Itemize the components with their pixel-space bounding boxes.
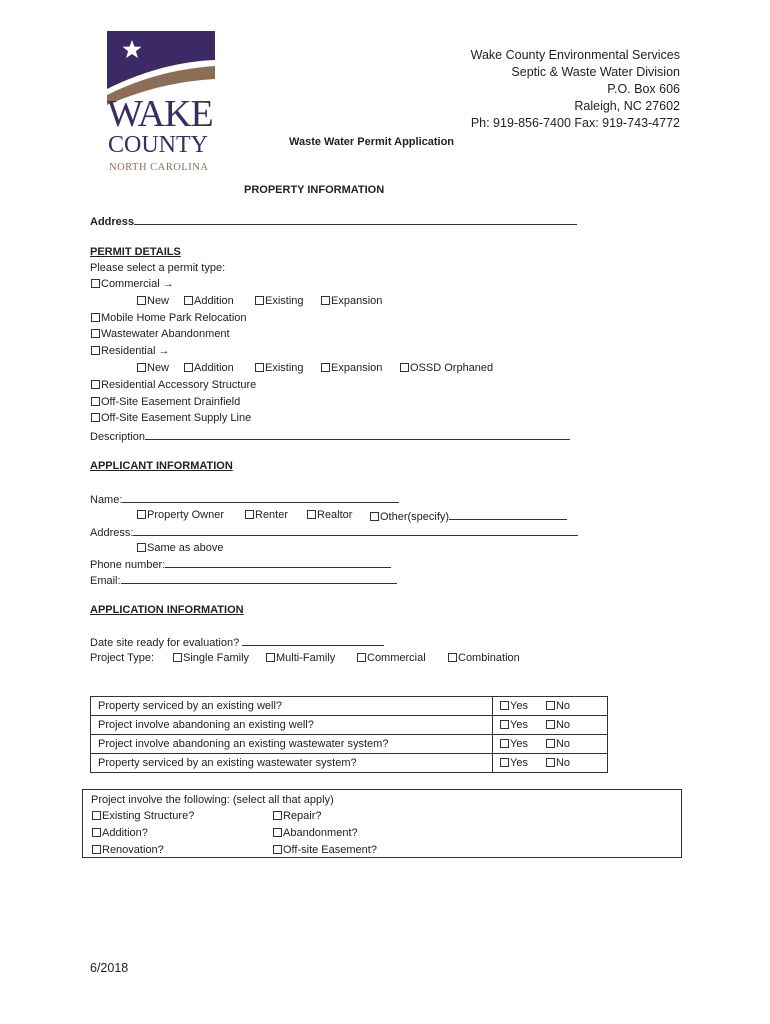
yes-option[interactable] [500, 719, 528, 731]
commercial-sub-existing[interactable] [255, 294, 304, 308]
option-label: OSSD Orphaned [410, 362, 494, 374]
yes-no-questions-table [90, 696, 608, 773]
option-label: Multi-Family [276, 652, 336, 664]
org-phone-fax: Ph: 919-856-7400 Fax: 919-743-4772 [470, 116, 680, 130]
application-heading: APPLICATION INFORMATION [90, 604, 244, 616]
option-label: Mobile Home Park Relocation [101, 312, 247, 324]
involve-heading: Project involve the following: (select all that apply) [91, 794, 334, 806]
question-text: Property serviced by an existing wastewater system? [91, 754, 493, 773]
checkbox[interactable] [91, 313, 100, 322]
checkbox[interactable] [546, 720, 555, 729]
form-title: Waste Water Permit Application [289, 136, 455, 148]
permit-wastewater-abandonment[interactable] [91, 327, 230, 341]
type-multi-family[interactable] [266, 651, 335, 665]
checkbox[interactable] [255, 363, 264, 372]
name-field[interactable] [122, 491, 399, 503]
checkbox[interactable] [500, 758, 509, 767]
permit-mobile-home[interactable] [91, 311, 247, 325]
no-label: No [555, 719, 571, 731]
checkbox[interactable] [500, 701, 509, 710]
involve-renovation[interactable] [92, 843, 164, 857]
role-property-owner[interactable] [137, 508, 224, 522]
permit-prompt: Please select a permit type: [90, 262, 226, 274]
checkbox[interactable] [91, 397, 100, 406]
property-address-label: Address [90, 216, 135, 228]
option-label: Repair? [283, 810, 322, 822]
yes-label: Yes [510, 757, 528, 769]
checkbox[interactable] [546, 701, 555, 710]
option-label: Combination [458, 652, 520, 664]
checkbox[interactable] [273, 811, 282, 820]
property-heading: PROPERTY INFORMATION [244, 184, 385, 196]
logo-wordmark-nc: NORTH CAROLINA [109, 162, 209, 173]
applicant-name-row [90, 491, 399, 507]
option-label: Single Family [183, 652, 250, 664]
checkbox[interactable] [184, 296, 193, 305]
type-commercial[interactable] [357, 651, 426, 665]
table-row [91, 754, 608, 773]
role-renter[interactable] [245, 508, 288, 522]
residential-sub-existing[interactable] [255, 361, 304, 375]
applicant-address-row [90, 524, 578, 540]
option-label: Off-Site Easement Drainfield [101, 396, 241, 408]
option-label: Same as above [147, 542, 224, 554]
option-label: Expansion [331, 362, 383, 374]
description-field[interactable] [145, 428, 570, 440]
type-single-family[interactable] [173, 651, 249, 665]
checkbox[interactable] [266, 653, 275, 662]
option-label: Addition [194, 362, 234, 374]
org-division: Septic & Waste Water Division [511, 65, 680, 79]
checkbox[interactable] [91, 346, 100, 355]
no-label: No [555, 700, 571, 712]
option-label: Commercial [367, 652, 426, 664]
checkbox[interactable] [500, 739, 509, 748]
yes-label: Yes [510, 738, 528, 750]
option-label: Renter [255, 509, 289, 521]
phone-field[interactable] [165, 556, 391, 568]
no-option[interactable] [546, 700, 570, 712]
yes-label: Yes [510, 700, 528, 712]
checkbox[interactable] [307, 510, 316, 519]
option-label: Addition? [102, 827, 148, 839]
checkbox[interactable] [137, 363, 146, 372]
org-city: Raleigh, NC 27602 [574, 99, 680, 113]
residential-sub-ossd[interactable] [400, 361, 493, 375]
applicant-address-label: Address: [90, 527, 134, 539]
permit-heading: PERMIT DETAILS [90, 246, 181, 258]
other-specify-field[interactable] [449, 508, 567, 520]
option-label: Expansion [331, 295, 383, 307]
org-name: Wake County Environmental Services [470, 48, 680, 62]
name-label: Name: [90, 494, 123, 506]
option-label: Off-Site Easement Supply Line [101, 412, 252, 424]
involve-addition[interactable] [92, 826, 148, 840]
date-ready-field[interactable] [242, 634, 384, 646]
table-row [91, 716, 608, 735]
project-type-label: Project Type: [90, 652, 154, 664]
date-ready-row [90, 634, 384, 650]
question-text: Project involve abandoning an existing wastewater system? [91, 735, 493, 754]
yes-no-cell [493, 735, 608, 754]
date-ready-label: Date site ready for evaluation? [90, 637, 240, 649]
phone-label: Phone number: [90, 559, 166, 571]
description-label: Description [90, 431, 146, 443]
option-label: New [147, 295, 170, 307]
checkbox[interactable] [184, 363, 193, 372]
checkbox[interactable] [173, 653, 182, 662]
org-address [471, 47, 680, 132]
involve-repair[interactable] [273, 809, 322, 823]
permit-offsite-drainfield[interactable] [91, 395, 240, 409]
option-label: Property Owner [147, 509, 225, 521]
logo-wordmark-county: COUNTY [108, 132, 208, 158]
option-label: Existing Structure? [102, 810, 195, 822]
role-other[interactable] [370, 508, 567, 524]
yes-option[interactable] [500, 700, 528, 712]
org-po-box: P.O. Box 606 [607, 82, 680, 96]
option-label: Residential Accessory Structure [101, 379, 257, 391]
no-label: No [555, 738, 571, 750]
checkbox[interactable] [91, 380, 100, 389]
option-label: Existing [265, 295, 304, 307]
involve-abandonment[interactable] [273, 826, 358, 840]
option-label: Existing [265, 362, 304, 374]
table-row [91, 735, 608, 754]
checkbox[interactable] [92, 811, 101, 820]
checkbox[interactable] [137, 296, 146, 305]
checkbox[interactable] [400, 363, 409, 372]
checkbox[interactable] [357, 653, 366, 662]
checkbox[interactable] [91, 329, 100, 338]
checkbox[interactable] [91, 279, 100, 288]
table-row [91, 697, 608, 716]
yes-option[interactable] [500, 738, 528, 750]
checkbox[interactable] [273, 845, 282, 854]
checkbox[interactable] [500, 720, 509, 729]
involve-existing-structure[interactable] [92, 809, 194, 823]
property-address-row [90, 213, 577, 229]
checkbox[interactable] [546, 739, 555, 748]
wake-county-logo [107, 31, 217, 176]
commercial-sub-new[interactable] [137, 294, 169, 308]
type-combination[interactable] [448, 651, 520, 665]
option-label: Renovation? [102, 844, 164, 856]
commercial-sub-expansion[interactable] [321, 294, 382, 308]
option-label: Wastewater Abandonment [101, 328, 230, 340]
commercial-sub-addition[interactable] [184, 294, 234, 308]
email-label: Email: [90, 575, 121, 587]
checkbox[interactable] [92, 828, 101, 837]
permit-residential[interactable] [91, 344, 169, 358]
project-involve-box [82, 789, 682, 858]
yes-no-cell [493, 754, 608, 773]
checkbox[interactable] [91, 413, 100, 422]
option-label: Other(specify) [380, 511, 450, 523]
yes-no-cell [493, 697, 608, 716]
property-address-field[interactable] [134, 213, 577, 225]
option-label: Realtor [317, 509, 353, 521]
no-option[interactable] [546, 719, 570, 731]
checkbox[interactable] [92, 845, 101, 854]
yes-option[interactable] [500, 757, 528, 769]
checkbox[interactable] [137, 543, 146, 552]
option-label: New [147, 362, 170, 374]
permit-commercial-label: Commercial → [101, 278, 174, 290]
residential-sub-addition[interactable] [184, 361, 234, 375]
checkbox[interactable] [137, 510, 146, 519]
logo-wordmark-wake: WAKE [107, 93, 213, 135]
checkbox[interactable] [448, 653, 457, 662]
checkbox[interactable] [321, 363, 330, 372]
checkbox[interactable] [546, 758, 555, 767]
applicant-heading: APPLICANT INFORMATION [90, 460, 233, 472]
involve-offsite-easement[interactable] [273, 843, 377, 857]
question-text: Property serviced by an existing well? [91, 697, 493, 716]
checkbox[interactable] [370, 512, 379, 521]
option-label: Residential → [101, 345, 170, 357]
checkbox[interactable] [273, 828, 282, 837]
question-text: Project involve abandoning an existing well? [91, 716, 493, 735]
residential-sub-new[interactable] [137, 361, 169, 375]
option-label: Off-site Easement? [283, 844, 377, 856]
permit-commercial[interactable] [91, 277, 174, 291]
checkbox[interactable] [245, 510, 254, 519]
no-label: No [555, 757, 571, 769]
permit-res-accessory[interactable] [91, 378, 256, 392]
footer-date: 6/2018 [90, 961, 129, 975]
yes-label: Yes [510, 719, 528, 731]
yes-no-cell [493, 716, 608, 735]
phone-row [90, 556, 391, 572]
permit-offsite-supply[interactable] [91, 411, 251, 425]
applicant-address-field[interactable] [133, 524, 578, 536]
checkbox[interactable] [321, 296, 330, 305]
residential-sub-expansion[interactable] [321, 361, 382, 375]
permit-description-row [90, 428, 570, 444]
same-as-above[interactable] [137, 541, 223, 555]
option-label: Abandonment? [283, 827, 358, 839]
checkbox[interactable] [255, 296, 264, 305]
option-label: Addition [194, 295, 234, 307]
email-field[interactable] [121, 572, 397, 584]
no-option[interactable] [546, 757, 570, 769]
no-option[interactable] [546, 738, 570, 750]
email-row [90, 572, 397, 588]
role-realtor[interactable] [307, 508, 352, 522]
